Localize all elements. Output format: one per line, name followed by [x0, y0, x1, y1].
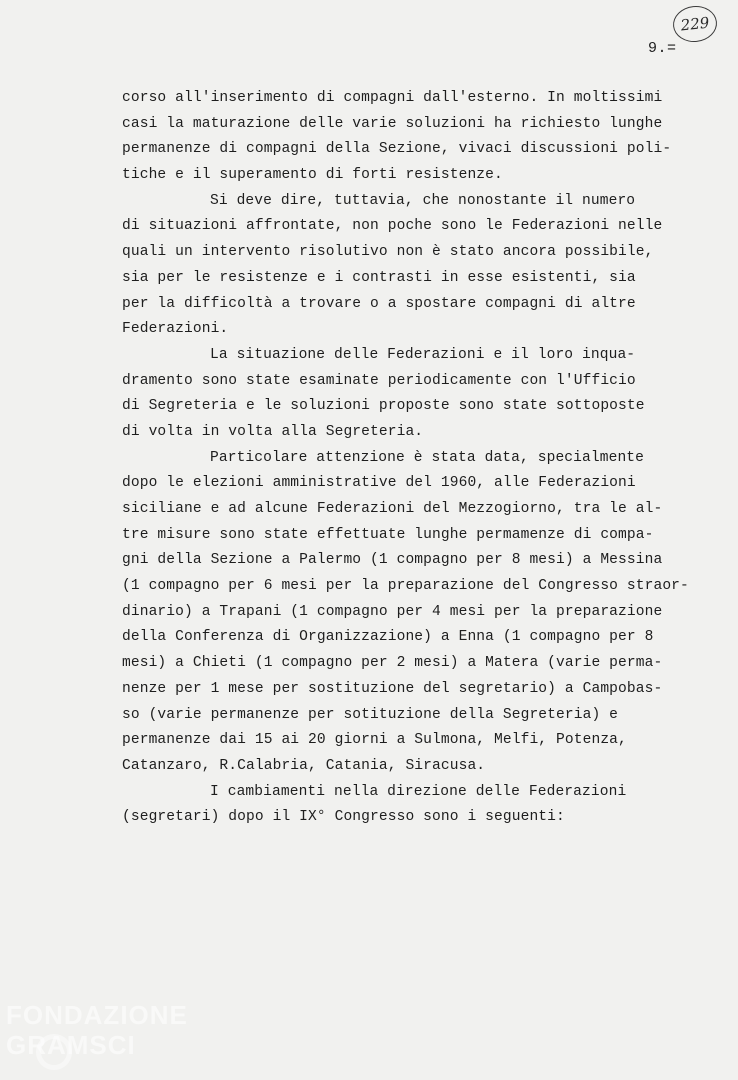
text-line: (segretari) dopo il IX° Congresso sono i seguenti:	[122, 809, 565, 826]
archive-stamp	[671, 4, 719, 44]
text-line: (1 compagno per 6 mesi per la preparazione del Congresso straor-	[122, 578, 689, 595]
text-line: Particolare attenzione è stata data, specialmente	[210, 449, 645, 466]
text-line: per la difficoltà a trovare o a spostare compagni di altre	[122, 295, 636, 312]
text-line: della Conferenza di Organizzazione) a Enna (1 compagno per 8	[122, 629, 654, 646]
text-line: nenze per 1 mese per sostituzione del segretario) a Campobas-	[122, 680, 663, 697]
text-line: tre misure sono state effettuate lunghe permamenze di compa-	[122, 526, 654, 543]
text-line: di situazioni affrontate, non poche sono le Federazioni nelle	[122, 218, 663, 235]
text-line: Federazioni.	[122, 321, 229, 338]
text-line: mesi) a Chieti (1 compagno per 2 mesi) a Matera (varie perma-	[122, 655, 663, 672]
text-line: I cambiamenti nella direzione delle Federazioni	[210, 783, 627, 800]
text-line: permanenze dai 15 ai 20 giorni a Sulmona, Melfi, Potenza,	[122, 732, 627, 749]
text-line: dopo le elezioni amministrative del 1960, alle Federazioni	[122, 475, 636, 492]
text-line: so (varie permanenze per sotituzione della Segreteria) e	[122, 706, 619, 723]
archive-stamp-number: 229	[679, 13, 711, 35]
text-line: Si deve dire, tuttavia, che nonostante il numero	[210, 192, 636, 209]
text-line: permanenze di compagni della Sezione, vivaci discussioni poli-	[122, 141, 672, 158]
watermark-line-1: FONDAZIONE	[6, 1000, 188, 1030]
text-line: dinario) a Trapani (1 compagno per 4 mesi per la preparazione	[122, 603, 663, 620]
text-line: Catanzaro, R.Calabria, Catania, Siracusa.	[122, 757, 486, 774]
text-line: quali un intervento risolutivo non è stato ancora possibile,	[122, 244, 654, 261]
text-line: tiche e il superamento di forti resistenze.	[122, 167, 503, 184]
text-line: La situazione delle Federazioni e il loro inqua-	[210, 346, 636, 363]
watermark	[6, 1000, 188, 1060]
text-line: casi la maturazione delle varie soluzioni ha richiesto lunghe	[122, 115, 663, 132]
page-number: 9.=	[648, 40, 677, 57]
text-line: corso all'inserimento di compagni dall'esterno. In moltissimi	[122, 90, 663, 106]
watermark-line-2: GRAMSCI	[6, 1030, 136, 1060]
text-line: sia per le resistenze e i contrasti in esse esistenti, sia	[122, 269, 636, 286]
text-line: di volta in volta alla Segreteria.	[122, 423, 424, 440]
text-line: gni della Sezione a Palermo (1 compagno per 8 mesi) a Messina	[122, 552, 663, 569]
body-text	[122, 86, 702, 831]
text-line: siciliane e ad alcune Federazioni del Mezzogiorno, tra le al-	[122, 501, 663, 517]
text-line: di Segreteria e le soluzioni proposte sono state sottoposte	[122, 398, 645, 415]
text-line: dramento sono state esaminate periodicamente con l'Ufficio	[122, 372, 636, 389]
